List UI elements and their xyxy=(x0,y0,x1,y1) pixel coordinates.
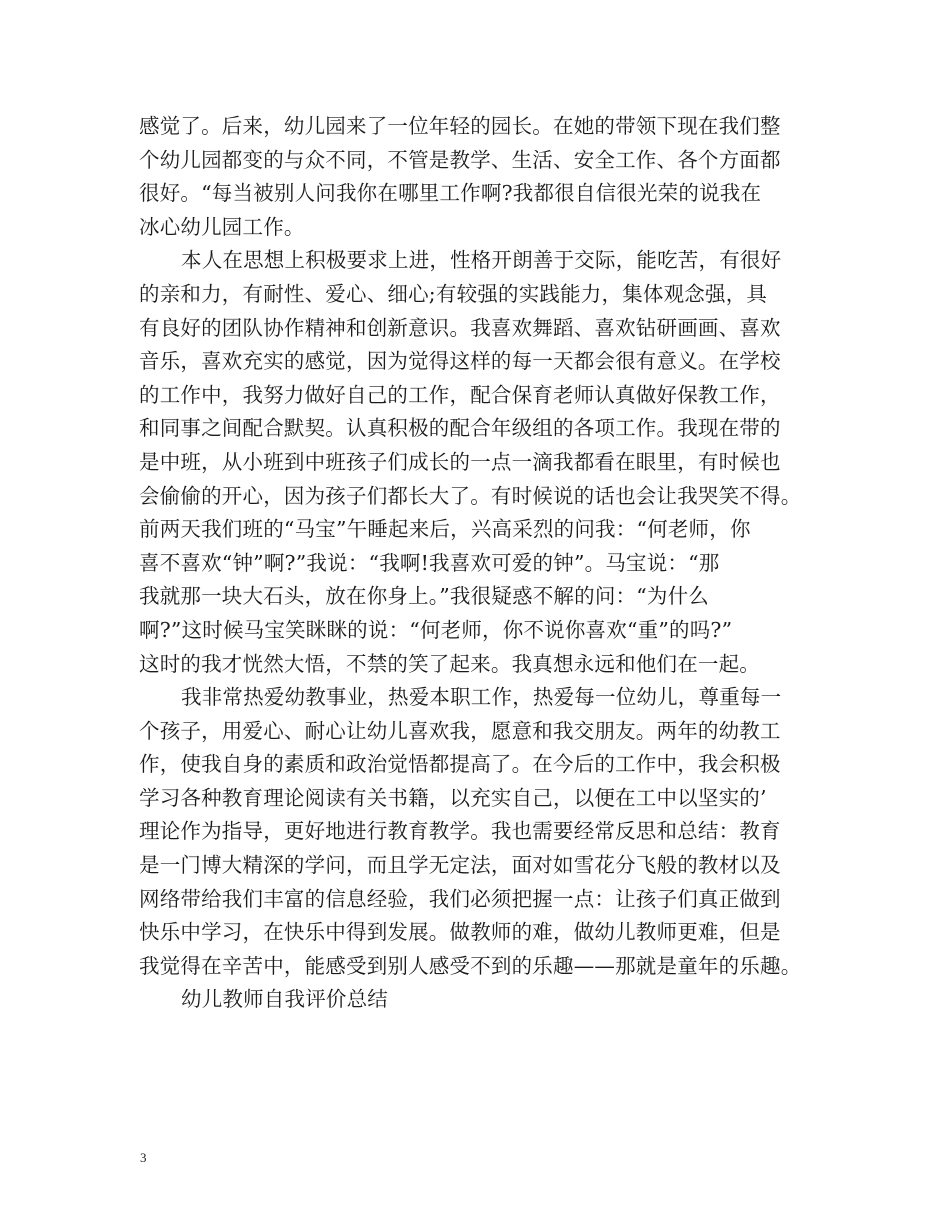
text-line: 音乐，喜欢充实的感觉，因为觉得这样的每一天都会很有意义。在学校 xyxy=(139,349,781,374)
text-line: 会偷偷的开心，因为孩子们都长大了。有时候说的话也会让我哭笑不得。 xyxy=(139,483,802,508)
text-line: 前两天我们班的“马宝”午睡起来后，兴高采烈的问我：“何老师，你 xyxy=(139,517,751,542)
text-line: 是中班，从小班到中班孩子们成长的一点一滴我都看在眼里，有时候也 xyxy=(139,449,781,474)
text-line: 很好。“每当被别人问我你在哪里工作啊?我都很自信很光荣的说我在 xyxy=(139,181,762,206)
text-line: 我非常热爱幼教事业，热爱本职工作，热爱每一位幼儿，尊重每一 xyxy=(181,685,782,710)
body-text xyxy=(139,110,829,1017)
paragraph xyxy=(139,244,829,681)
paragraph xyxy=(139,110,829,244)
text-line: 我觉得在辛苦中，能感受到别人感受不到的乐趣——那就是童年的乐趣。 xyxy=(139,953,802,978)
text-line: 感觉了。后来，幼儿园来了一位年轻的园长。在她的带领下现在我们整 xyxy=(139,114,781,138)
paragraph xyxy=(139,681,829,983)
page-number: 3 xyxy=(140,1150,147,1165)
text-line: 有良好的团队协作精神和创新意识。我喜欢舞蹈、喜欢钻研画画、喜欢 xyxy=(139,315,781,340)
text-line: 啊?”这时候马宝笑眯眯的说：“何老师，你不说你喜欢“重”的吗?” xyxy=(139,617,733,642)
text-line: 理论作为指导，更好地进行教育教学。我也需要经常反思和总结：教育 xyxy=(139,819,781,844)
text-line: 我就那一块大石头，放在你身上。”我很疑惑不解的问：“为什么 xyxy=(139,584,710,609)
text-line: 学习各种教育理论阅读有关书籍，以充实自己，以便在工中以坚实的’ xyxy=(139,785,767,810)
text-line: 的工作中，我努力做好自己的工作，配合保育老师认真做好保教工作， xyxy=(139,382,781,407)
text-line: 快乐中学习，在快乐中得到发展。做教师的难，做幼儿教师更难，但是 xyxy=(139,920,781,945)
text-line: 幼儿教师自我评价总结 xyxy=(181,987,388,1012)
text-line: 的亲和力，有耐性、爱心、细心;有较强的实践能力，集体观念强，具 xyxy=(139,281,768,306)
text-line: 本人在思想上积极要求上进，性格开朗善于交际，能吃苦，有很好 xyxy=(181,248,782,273)
text-line: 个幼儿园都变的与众不同，不管是教学、生活、安全工作、各个方面都 xyxy=(139,147,781,172)
text-line: 和同事之间配合默契。认真积极的配合年级组的各项工作。我现在带的 xyxy=(139,416,781,441)
paragraph xyxy=(139,983,829,1017)
text-line: 个孩子，用爱心、耐心让幼儿喜欢我，愿意和我交朋友。两年的幼教工 xyxy=(139,718,781,743)
text-line: 冰心幼儿园工作。 xyxy=(139,214,305,239)
text-line: 网络带给我们丰富的信息经验，我们必须把握一点：让孩子们真正做到 xyxy=(139,886,781,911)
text-line: 这时的我才恍然大悟，不禁的笑了起来。我真想永远和他们在一起。 xyxy=(139,651,760,676)
text-line: 喜不喜欢“钟”啊?”我说：“我啊!我喜欢可爱的钟”。马宝说：“那 xyxy=(139,550,720,575)
text-line: 是一门博大精深的学问，而且学无定法，面对如雪花分飞般的教材以及 xyxy=(139,853,781,878)
text-line: 作，使我自身的素质和政治觉悟都提高了。在今后的工作中，我会积极 xyxy=(139,752,781,777)
